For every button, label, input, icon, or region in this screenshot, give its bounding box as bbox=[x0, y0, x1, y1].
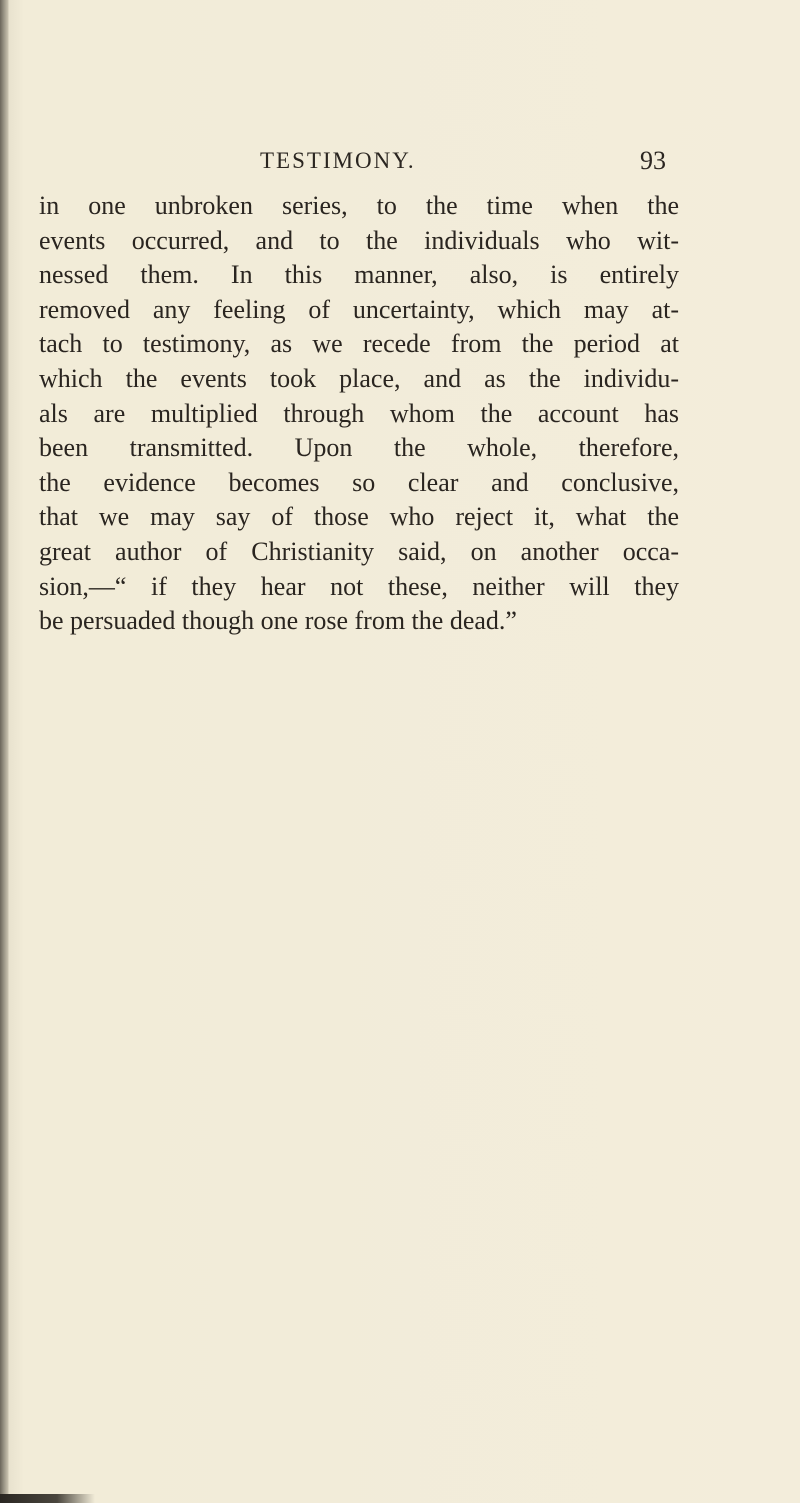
running-head bbox=[0, 146, 800, 186]
text-line: been transmitted. Upon the whole, therefore, bbox=[39, 433, 679, 463]
text-line: events occurred, and to the individuals who wit- bbox=[39, 225, 679, 255]
text-line: sion,—“ if they hear not these, neither will they bbox=[39, 571, 679, 601]
spine-shadow bbox=[0, 0, 9, 1503]
text-line: which the events took place, and as the individu- bbox=[39, 363, 679, 393]
running-head-title: TESTIMONY. bbox=[260, 148, 416, 173]
page-number: 93 bbox=[640, 146, 666, 175]
text-line: tach to testimony, as we recede from the period at bbox=[39, 329, 679, 359]
text-line: be persuaded though one rose from the dead.” bbox=[39, 606, 517, 636]
page-bottom-edge bbox=[0, 1494, 95, 1503]
body-paragraph bbox=[39, 189, 679, 639]
text-line: in one unbroken series, to the time when the bbox=[39, 191, 679, 220]
text-line: als are multiplied through whom the account has bbox=[39, 398, 679, 428]
text-line: removed any feeling of uncertainty, which may at- bbox=[39, 294, 679, 324]
text-line: great author of Christianity said, on another occa- bbox=[39, 536, 679, 566]
text-line: the evidence becomes so clear and conclusive, bbox=[39, 467, 679, 497]
text-line: nessed them. In this manner, also, is entirely bbox=[39, 260, 679, 290]
text-line: that we may say of those who reject it, what the bbox=[39, 502, 679, 532]
